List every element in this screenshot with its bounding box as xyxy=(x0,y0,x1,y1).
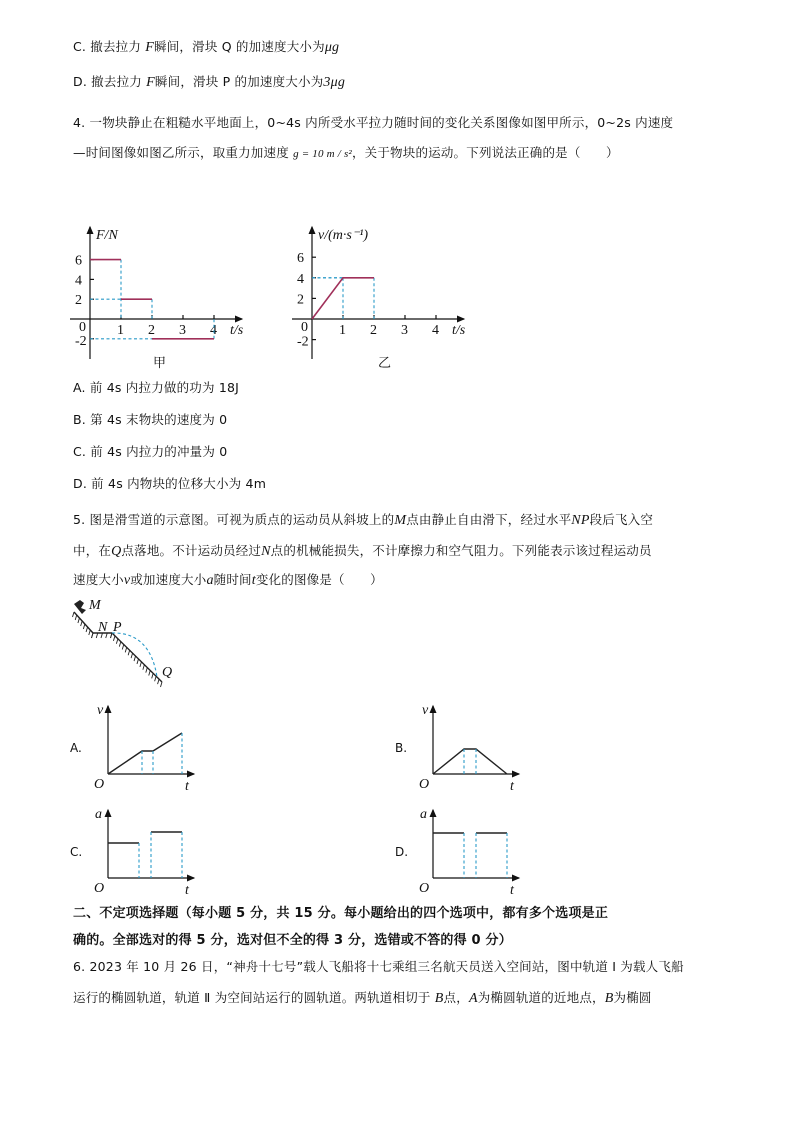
origin-label: 0 xyxy=(301,320,308,335)
math: 3μg xyxy=(323,75,346,90)
math: B xyxy=(434,991,444,1006)
option-b-label: B. xyxy=(395,741,408,755)
graph-caption: 甲 xyxy=(153,356,167,371)
x-tick-label: 2 xyxy=(148,323,155,338)
label-p: P xyxy=(113,620,122,635)
label-q: Q xyxy=(162,665,173,680)
text: 5. 图是滑雪道的示意图。可视为质点的运动员从斜坡上的 xyxy=(73,512,395,527)
text: 瞬间，滑块 P 的加速度大小为 xyxy=(154,74,324,89)
math: Q xyxy=(111,544,122,559)
math: g = 10 m / s² xyxy=(293,148,352,160)
math: B xyxy=(604,991,614,1006)
option-c-graph xyxy=(70,807,194,898)
option-a-label: A. xyxy=(70,741,82,755)
text: 变化的图像是（ ） xyxy=(255,572,383,587)
axis-label: v xyxy=(97,703,104,718)
axis-label: t xyxy=(185,883,189,898)
origin-label: O xyxy=(419,881,430,896)
text: 瞬间，滑块 Q 的加速度大小为 xyxy=(154,39,325,54)
math: N xyxy=(261,544,271,559)
text: 速度大小 xyxy=(73,572,124,587)
origin-label: 0 xyxy=(79,320,86,335)
y-tick-label: 6 xyxy=(75,253,82,269)
q6-stem-line2 xyxy=(73,988,652,1007)
axis-label: t xyxy=(510,779,514,794)
q4-option-d: D. 前 4s 内物块的位移大小为 4m xyxy=(73,476,267,491)
math: a xyxy=(206,573,214,588)
option-a-graph xyxy=(70,703,194,794)
option-d-label: D. xyxy=(395,845,409,859)
text: 运行的椭圆轨道，轨道 Ⅱ 为空间站运行的圆轨道。两轨道相切于 xyxy=(73,990,435,1005)
text: C. 撤去拉力 xyxy=(73,39,146,54)
y-tick-label: -2 xyxy=(75,333,87,349)
math: t xyxy=(251,573,256,588)
x-tick-label: 4 xyxy=(432,323,439,338)
x-axis-label: t/s xyxy=(452,323,466,338)
math: M xyxy=(394,513,407,528)
axis-label: a xyxy=(420,807,427,822)
y-tick-label: -2 xyxy=(297,334,309,350)
x-axis-label: t/s xyxy=(230,323,244,338)
v-curve xyxy=(433,749,507,774)
x-tick-label: 1 xyxy=(339,323,346,338)
math: NP xyxy=(571,513,590,528)
label-n: N xyxy=(98,620,108,635)
text: 点落地。不计运动员经过 xyxy=(121,543,262,558)
origin-label: O xyxy=(94,881,105,896)
graph-caption: 乙 xyxy=(378,356,392,371)
axis-label: t xyxy=(185,779,189,794)
math: v xyxy=(123,573,131,588)
q4-stem-line1: 4. 一物块静止在粗糙水平地面上，0~4s 内所受水平拉力随时间的变化关系图像如图甲所示，0~2s 内速度 xyxy=(73,115,674,130)
axis-label: v xyxy=(422,703,429,718)
text: ，关于物块的运动。下列说法正确的是（ ） xyxy=(351,145,619,160)
text: 段后飞入空 xyxy=(589,512,654,527)
text: 随时间 xyxy=(213,572,252,587)
q4-option-c: C. 前 4s 内拉力的冲量为 0 xyxy=(73,444,228,459)
x-tick-label: 3 xyxy=(401,323,408,338)
q6-stem-line1: 6. 2023 年 10 月 26 日，“神舟十七号”载人飞船将十七乘组三名航天员送入空间站，图中轨道 Ⅰ 为载人飞船 xyxy=(73,959,684,974)
x-tick-label: 4 xyxy=(210,323,217,338)
y-tick-label: 6 xyxy=(297,251,304,267)
text: 点， xyxy=(443,990,469,1005)
axis-label: t xyxy=(510,883,514,898)
origin-label: O xyxy=(419,777,430,792)
text: 为椭圆 xyxy=(613,990,652,1005)
option-b-graph xyxy=(395,703,519,794)
y-tick-label: 2 xyxy=(297,292,304,308)
v-curve xyxy=(108,733,182,774)
axis-label: a xyxy=(95,807,102,822)
label-m: M xyxy=(89,598,101,613)
math: A xyxy=(468,991,478,1006)
y-tick-label: 4 xyxy=(297,271,304,287)
math: μg xyxy=(324,40,340,55)
math: F xyxy=(146,75,155,90)
q4-option-b: B. 第 4s 末物块的速度为 0 xyxy=(73,412,228,427)
y-axis-label: F/N xyxy=(96,228,118,243)
text: D. 撤去拉力 xyxy=(73,74,147,89)
text: 点由静止自由滑下，经过水平 xyxy=(406,512,572,527)
y-tick-label: 2 xyxy=(75,293,82,309)
origin-label: O xyxy=(94,777,105,792)
y-axis-label: v/(m·s⁻¹) xyxy=(318,228,369,243)
q4-option-a: A. 前 4s 内拉力做的功为 18J xyxy=(73,380,240,395)
text: 中，在 xyxy=(73,543,112,558)
text: 点的机械能损失，不计摩擦力和空气阻力。下列能表示该过程运动员 xyxy=(270,543,652,558)
x-tick-label: 2 xyxy=(370,323,377,338)
text: 或加速度大小 xyxy=(130,572,207,587)
x-tick-label: 3 xyxy=(179,323,186,338)
section2-heading-line2: 确的。全部选对的得 5 分，选对但不全的得 3 分，选错或不答的得 0 分） xyxy=(73,933,512,948)
option-d-graph xyxy=(395,807,519,898)
text: —时间图像如图乙所示，取重力加速度 xyxy=(73,145,294,160)
option-c-label: C. xyxy=(70,845,83,859)
y-tick-label: 4 xyxy=(75,273,82,289)
x-tick-label: 1 xyxy=(117,323,124,338)
math: F xyxy=(145,40,155,55)
section2-heading-line1: 二、不定项选择题（每小题 5 分，共 15 分。每小题给出的四个选项中，都有多个选项是正 xyxy=(73,906,609,921)
text: 为椭圆轨道的近地点， xyxy=(477,990,605,1005)
